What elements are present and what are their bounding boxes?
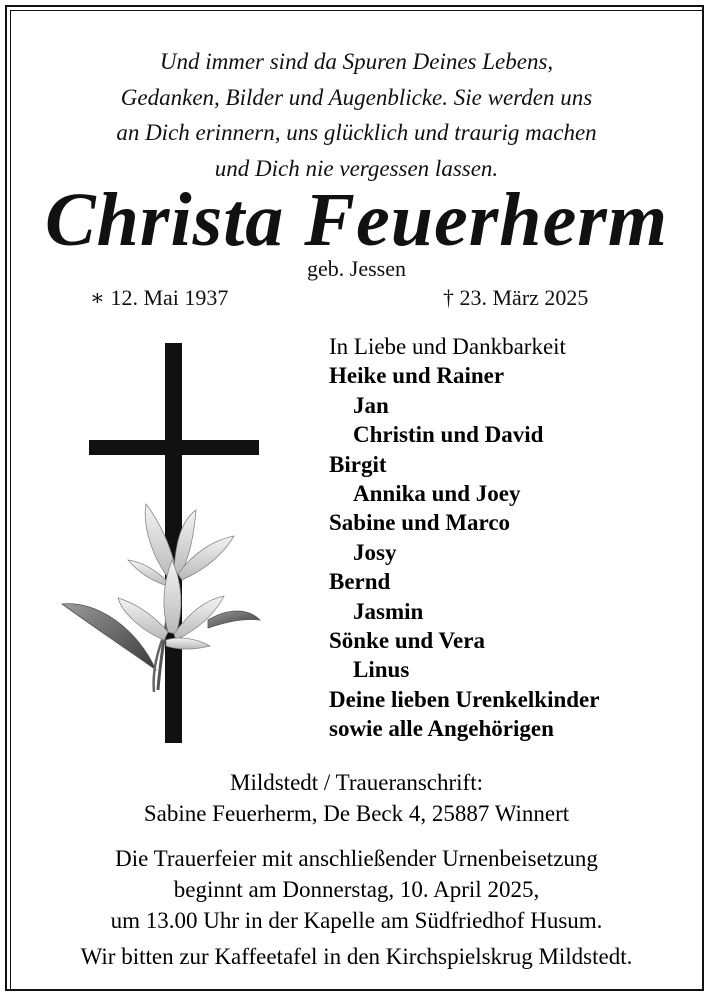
address-line: Sabine Feuerherm, De Beck 4, 25887 Winnert — [143, 801, 570, 826]
mourner-line: Sönke und Vera — [329, 628, 485, 654]
cross-horizontal-beam — [89, 440, 259, 455]
memorial-poem — [20, 44, 693, 186]
coffee-invitation: Wir bitten zur Kaffeetafel in den Kirchspielskrug Mildstedt. — [80, 944, 633, 969]
mourner-line: Linus — [353, 657, 410, 683]
deceased-name: Christa Feuerherm — [44, 178, 669, 262]
lily-flower-icon — [58, 500, 268, 700]
maiden-name: geb. Jessen — [307, 256, 406, 281]
mourning-address — [10, 767, 703, 829]
mourner-line: sowie alle Angehörigen — [329, 716, 554, 742]
service-line: um 13.00 Uhr in der Kapelle am Südfriedhof Husum. — [110, 908, 603, 933]
poem-line: Gedanken, Bilder und Augenblicke. Sie werden uns — [120, 84, 593, 110]
address-line: Mildstedt / Traueranschrift: — [230, 770, 483, 795]
mourner-line: Christin und David — [353, 422, 544, 448]
service-line: beginnt am Donnerstag, 10. April 2025, — [173, 877, 540, 902]
service-line: Die Trauerfeier mit anschließender Urnenbeisetzung — [115, 846, 598, 871]
mourners-intro: In Liebe und Dankbarkeit — [329, 334, 566, 359]
mourners-list — [329, 332, 599, 744]
birth-date: ∗ 12. Mai 1937 — [90, 285, 229, 310]
mourner-line: Josy — [353, 539, 397, 565]
poem-line: Und immer sind da Spuren Deines Lebens, — [159, 49, 554, 74]
mourner-line: Deine lieben Urenkelkinder — [329, 686, 600, 712]
mourner-line: Sabine und Marco — [329, 510, 511, 536]
mourner-line: Jan — [353, 392, 389, 418]
poem-line: an Dich erinnern, uns glücklich und traurig machen — [116, 120, 597, 145]
mourner-line: Bernd — [329, 569, 391, 595]
funeral-service-info — [10, 843, 703, 936]
mourner-line: Birgit — [329, 451, 387, 477]
death-date: † 23. März 2025 — [443, 285, 589, 310]
mourner-lines — [329, 361, 599, 743]
mourner-line: Annika und Joey — [353, 481, 521, 507]
mourner-line: Heike und Rainer — [329, 363, 505, 389]
mourner-line: Jasmin — [353, 598, 424, 624]
poem-line: und Dich nie vergessen lassen. — [214, 155, 499, 181]
